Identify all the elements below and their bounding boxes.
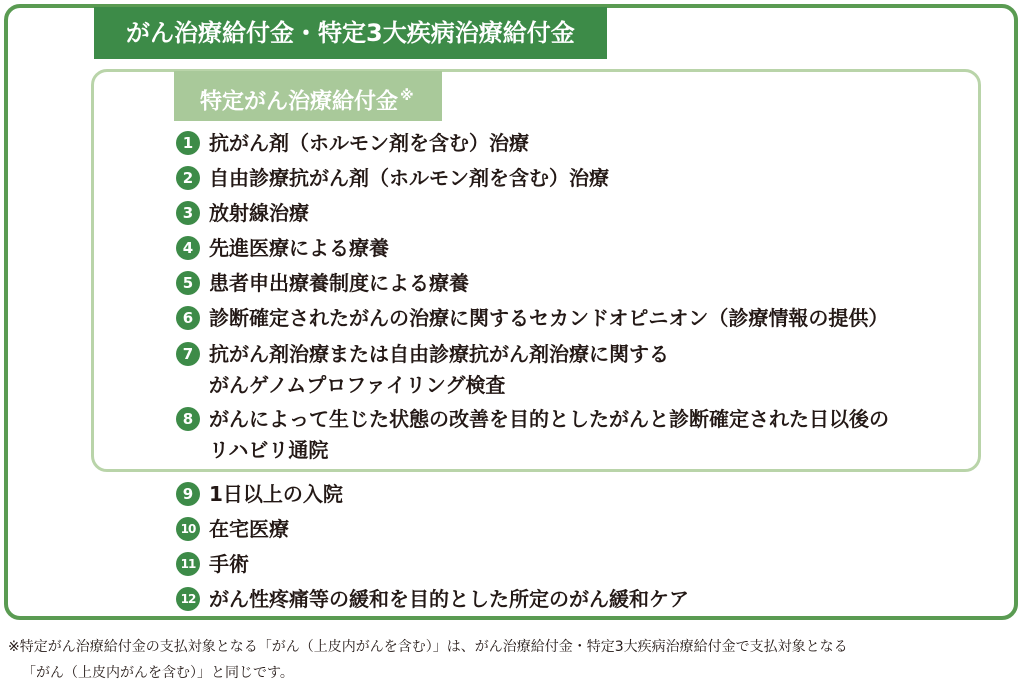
item-line: リハビリ通院 (209, 438, 329, 462)
item-text (209, 514, 289, 545)
list-item (176, 339, 669, 401)
item-line: 患者申出療養制度による療養 (209, 271, 469, 295)
item-number-badge: 12 (176, 587, 200, 611)
item-number-badge: 9 (176, 482, 200, 506)
list-item (176, 303, 888, 334)
item-number-badge: 8 (176, 407, 200, 431)
item-text (209, 233, 389, 264)
item-text (209, 339, 669, 401)
footnote-mark: ※ (400, 88, 414, 104)
specific-cancer-title (174, 71, 442, 121)
footnote-line: ※特定がん治療給付金の支払対象となる「がん（上皮内がんを含む）」は、がん治療給付金・特定3大疾病治療給付金で支払対象となる (8, 639, 848, 655)
item-line: 先進医療による療養 (209, 236, 389, 260)
item-number-badge: 6 (176, 306, 200, 330)
list-item (176, 163, 609, 194)
list-item (176, 584, 689, 615)
item-line: がん性疼痛等の緩和を目的とした所定のがん緩和ケア (209, 587, 689, 611)
item-text (209, 303, 888, 334)
item-number-badge: 7 (176, 342, 200, 366)
item-line: 手術 (209, 552, 249, 576)
item-text (209, 198, 309, 229)
specific-cancer-title-text: 特定がん治療給付金 (200, 89, 399, 115)
item-line: 自由診療抗がん剤（ホルモン剤を含む）治療 (209, 166, 609, 190)
item-text (209, 549, 249, 580)
item-line: 診断確定されたがんの治療に関するセカンドオピニオン（診療情報の提供） (209, 306, 889, 330)
item-line: がんゲノムプロファイリング検査 (209, 373, 506, 397)
list-item (176, 128, 529, 159)
item-line: 1日以上の入院 (209, 482, 343, 506)
list-item (176, 198, 309, 229)
list-item (176, 268, 469, 299)
item-line: 抗がん剤治療または自由診療抗がん剤治療に関する (209, 342, 669, 366)
item-text (209, 584, 689, 615)
item-number-badge: 3 (176, 201, 200, 225)
item-text (209, 479, 343, 510)
item-line: がんによって生じた状態の改善を目的としたがんと診断確定された日以後の (209, 407, 889, 431)
item-number-badge: 5 (176, 271, 200, 295)
item-number-badge: 11 (176, 552, 200, 576)
footnote-line: 「がん（上皮内がんを含む）」と同じです。 (22, 665, 294, 681)
list-item (176, 233, 389, 264)
item-number-badge: 10 (176, 517, 200, 541)
item-line: 放射線治療 (209, 201, 309, 225)
item-text (209, 128, 529, 159)
item-number-badge: 2 (176, 166, 200, 190)
item-text (209, 268, 469, 299)
list-item (176, 514, 289, 545)
section-title: がん治療給付金・特定3大疾病治療給付金 (94, 7, 607, 59)
item-text (209, 163, 609, 194)
list-item (176, 549, 249, 580)
item-number-badge: 1 (176, 131, 200, 155)
list-item (176, 479, 343, 510)
item-number-badge: 4 (176, 236, 200, 260)
footnote (8, 634, 1028, 686)
item-line: 在宅医療 (209, 517, 289, 541)
list-item (176, 404, 889, 466)
item-text (209, 404, 889, 466)
item-line: 抗がん剤（ホルモン剤を含む）治療 (209, 131, 529, 155)
